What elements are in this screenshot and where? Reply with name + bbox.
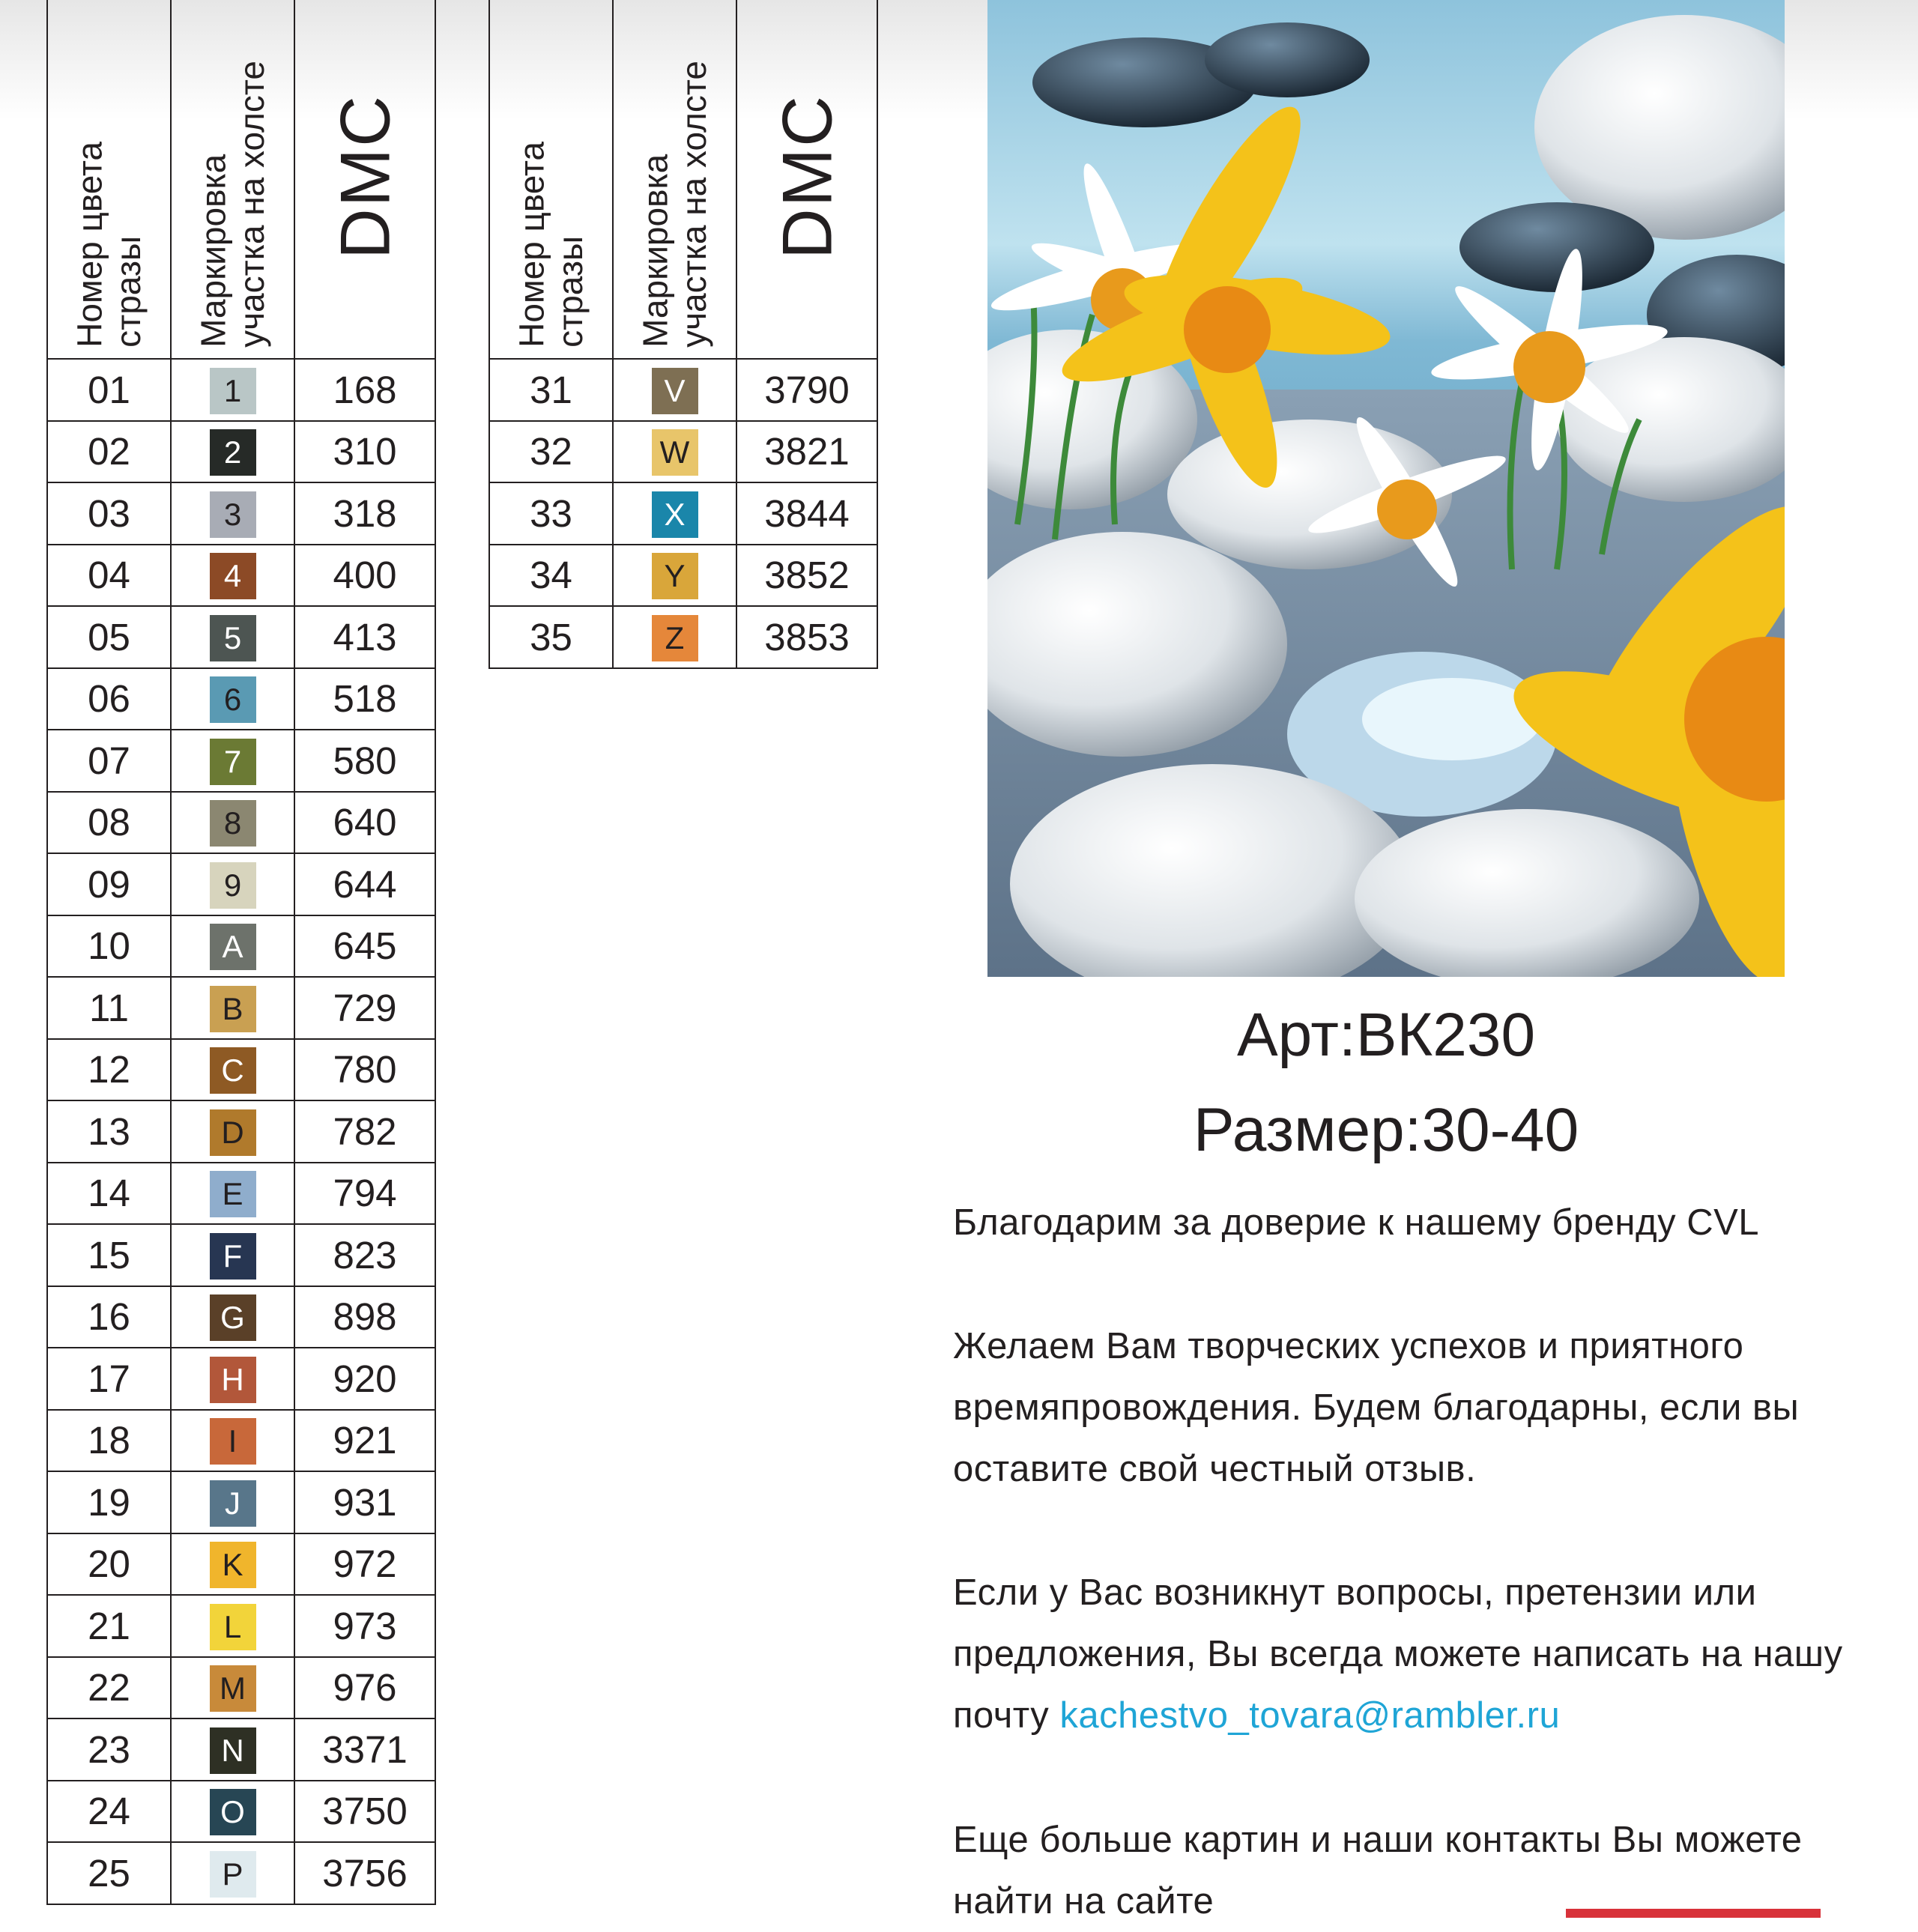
cell-color-number	[47, 1781, 171, 1843]
thanks-text: Благодарим за доверие к нашему бренду CVL	[953, 1202, 1760, 1243]
dmc-code: 921	[333, 1419, 397, 1462]
header-dmc: DMC	[294, 0, 435, 359]
table-row	[47, 1100, 435, 1163]
color-swatch: E	[210, 1171, 256, 1217]
color-number: 13	[88, 1109, 130, 1153]
cell-dmc	[294, 1163, 435, 1225]
cell-color-number	[47, 606, 171, 668]
color-number: 04	[88, 554, 130, 597]
cell-dmc	[736, 545, 877, 607]
table-row	[47, 421, 435, 483]
table-row	[47, 482, 435, 545]
cell-dmc	[294, 1410, 435, 1472]
cell-color-number	[489, 545, 613, 607]
color-swatch: Y	[652, 553, 698, 599]
table-row	[47, 1781, 435, 1843]
color-legend-table-right	[488, 0, 878, 669]
cell-color-number	[47, 668, 171, 730]
cell-dmc	[736, 359, 877, 421]
cell-dmc	[294, 1842, 435, 1904]
dmc-code: 413	[333, 615, 397, 658]
table-row	[489, 482, 877, 545]
table-row	[489, 545, 877, 607]
color-swatch: V	[652, 368, 698, 414]
cell-canvas-marking	[171, 977, 294, 1039]
cell-canvas-marking	[171, 359, 294, 421]
color-swatch: X	[652, 491, 698, 538]
cell-dmc	[294, 359, 435, 421]
dmc-code: 310	[333, 430, 397, 473]
table-row	[47, 1595, 435, 1657]
color-swatch: 8	[210, 800, 256, 847]
table-row	[47, 1718, 435, 1781]
color-number: 19	[88, 1480, 130, 1524]
table-row	[47, 853, 435, 915]
cell-color-number	[47, 545, 171, 607]
cell-dmc	[294, 977, 435, 1039]
product-image-daisies-on-pebbles	[987, 0, 1785, 977]
dmc-code: 640	[333, 801, 397, 844]
dmc-code: 580	[333, 739, 397, 782]
table-row	[47, 1224, 435, 1286]
cell-canvas-marking	[171, 1348, 294, 1410]
cell-canvas-marking	[171, 1657, 294, 1719]
article-number: Арт:ВК230	[1236, 1001, 1536, 1069]
cell-color-number	[47, 1595, 171, 1657]
color-swatch: 3	[210, 491, 256, 538]
color-number: 21	[88, 1604, 130, 1647]
dmc-code: 3844	[764, 491, 850, 535]
cell-color-number	[489, 606, 613, 668]
cell-color-number	[47, 1224, 171, 1286]
cell-color-number	[489, 482, 613, 545]
color-number: 12	[88, 1048, 130, 1091]
header-dmc: DMC	[736, 0, 877, 359]
table-header-row	[489, 0, 877, 359]
color-number: 35	[530, 615, 572, 658]
color-number: 06	[88, 677, 130, 721]
table-row	[47, 1533, 435, 1596]
table-row	[489, 359, 877, 421]
color-swatch: C	[210, 1047, 256, 1094]
cell-canvas-marking	[171, 1842, 294, 1904]
color-swatch: N	[210, 1727, 256, 1774]
dmc-code: 168	[333, 368, 397, 411]
table-row	[47, 1348, 435, 1410]
cell-color-number	[47, 1100, 171, 1163]
website-text: Еще больше картин и наши контакты Вы можете найти на сайте	[953, 1820, 1803, 1922]
dmc-code: 898	[333, 1295, 397, 1339]
cell-color-number	[47, 792, 171, 854]
dmc-code: 645	[333, 924, 397, 968]
website-logo-fragment	[1566, 1909, 1821, 1918]
color-number: 33	[530, 491, 572, 535]
dmc-code: 729	[333, 986, 397, 1029]
dmc-code: 794	[333, 1172, 397, 1215]
color-number: 24	[88, 1790, 130, 1833]
cell-canvas-marking	[171, 1286, 294, 1348]
color-swatch: 2	[210, 429, 256, 476]
color-number: 23	[88, 1727, 130, 1771]
color-number: 18	[88, 1419, 130, 1462]
dmc-code: 3750	[322, 1790, 408, 1833]
color-swatch: L	[210, 1604, 256, 1650]
table-row	[47, 1410, 435, 1472]
color-swatch: O	[210, 1789, 256, 1835]
color-swatch: D	[210, 1109, 256, 1156]
cell-dmc	[736, 421, 877, 483]
color-number: 15	[88, 1233, 130, 1277]
cell-dmc	[294, 482, 435, 545]
header-canvas-marking: Маркировка участка на холсте	[171, 0, 294, 359]
color-swatch: 1	[210, 368, 256, 414]
cell-canvas-marking	[613, 545, 736, 607]
cell-dmc	[294, 606, 435, 668]
dmc-code: 3853	[764, 615, 850, 658]
table-header-row	[47, 0, 435, 359]
header-color-number: Номер цвета стразы	[489, 0, 613, 359]
dmc-code: 3821	[764, 430, 850, 473]
cell-canvas-marking	[171, 1718, 294, 1781]
color-swatch: Z	[652, 615, 698, 661]
color-swatch: W	[652, 429, 698, 476]
dmc-code: 823	[333, 1233, 397, 1277]
color-number: 08	[88, 801, 130, 844]
cell-dmc	[294, 668, 435, 730]
color-swatch: M	[210, 1665, 256, 1712]
cell-dmc	[294, 1286, 435, 1348]
cell-canvas-marking	[171, 1781, 294, 1843]
color-swatch: P	[210, 1851, 256, 1898]
color-swatch: F	[210, 1233, 256, 1280]
color-number: 02	[88, 430, 130, 473]
cell-dmc	[294, 1533, 435, 1596]
table-row	[47, 1286, 435, 1348]
cell-canvas-marking	[171, 915, 294, 978]
table-row	[489, 421, 877, 483]
dmc-code: 920	[333, 1357, 397, 1400]
dmc-code: 972	[333, 1542, 397, 1586]
cell-color-number	[47, 915, 171, 978]
cell-dmc	[294, 792, 435, 854]
cell-canvas-marking	[613, 421, 736, 483]
cell-canvas-marking	[613, 482, 736, 545]
cell-dmc	[294, 1471, 435, 1533]
cell-canvas-marking	[171, 1100, 294, 1163]
color-legend-table-left	[46, 0, 436, 1905]
cell-dmc	[294, 1781, 435, 1843]
cell-dmc	[294, 1595, 435, 1657]
cell-dmc	[294, 1718, 435, 1781]
cell-color-number	[47, 1410, 171, 1472]
color-number: 05	[88, 615, 130, 658]
cell-dmc	[294, 1224, 435, 1286]
color-swatch: 7	[210, 739, 256, 785]
dmc-code: 400	[333, 554, 397, 597]
dmc-code: 931	[333, 1480, 397, 1524]
dmc-code: 3371	[322, 1727, 408, 1771]
dmc-code: 3852	[764, 554, 850, 597]
cell-canvas-marking	[171, 1533, 294, 1596]
cell-canvas-marking	[171, 668, 294, 730]
color-number: 11	[89, 986, 129, 1029]
support-email-link[interactable]: kachestvo_tovara@rambler.ru	[1059, 1695, 1561, 1736]
cell-dmc	[294, 730, 435, 792]
color-number: 07	[88, 739, 130, 782]
dmc-code: 780	[333, 1048, 397, 1091]
dmc-code: 973	[333, 1604, 397, 1647]
cell-canvas-marking	[171, 1039, 294, 1101]
table-row	[47, 1471, 435, 1533]
cell-dmc	[736, 482, 877, 545]
cell-canvas-marking	[171, 1224, 294, 1286]
dmc-code: 3756	[322, 1851, 408, 1895]
color-number: 03	[88, 491, 130, 535]
cell-color-number	[47, 1348, 171, 1410]
cell-color-number	[489, 359, 613, 421]
cell-dmc	[294, 915, 435, 978]
cell-canvas-marking	[613, 606, 736, 668]
table-row	[47, 606, 435, 668]
color-number: 16	[88, 1295, 130, 1339]
table-row	[47, 977, 435, 1039]
cell-canvas-marking	[171, 1471, 294, 1533]
canvas-size: Размер:30-40	[1193, 1096, 1579, 1164]
color-number: 09	[88, 862, 130, 906]
cell-color-number	[47, 359, 171, 421]
cell-canvas-marking	[171, 1163, 294, 1225]
cell-dmc	[294, 545, 435, 607]
table-row	[489, 606, 877, 668]
dmc-code: 782	[333, 1109, 397, 1153]
color-swatch: J	[210, 1480, 256, 1527]
table-row	[47, 1039, 435, 1101]
color-number: 32	[530, 430, 572, 473]
color-swatch: K	[210, 1542, 256, 1588]
wishes-text: Желаем Вам творческих успехов и приятного времяпровождения. Будем благодарны, если вы оставите свой честный отзыв.	[953, 1326, 1800, 1489]
cell-dmc	[294, 1039, 435, 1101]
cell-color-number	[47, 1718, 171, 1781]
table-row	[47, 1842, 435, 1904]
color-swatch: 5	[210, 615, 256, 661]
color-number: 25	[88, 1851, 130, 1895]
cell-dmc	[294, 421, 435, 483]
dmc-code: 976	[333, 1666, 397, 1710]
color-swatch: H	[210, 1357, 256, 1403]
cell-dmc	[736, 606, 877, 668]
color-swatch: G	[210, 1294, 256, 1341]
contact-text	[953, 1562, 1875, 1746]
table-row	[47, 1163, 435, 1225]
cell-canvas-marking	[171, 853, 294, 915]
cell-color-number	[47, 977, 171, 1039]
cell-color-number	[47, 853, 171, 915]
table-row	[47, 730, 435, 792]
cell-canvas-marking	[171, 482, 294, 545]
dmc-code: 644	[333, 862, 397, 906]
cell-color-number	[47, 1657, 171, 1719]
color-number: 01	[88, 368, 130, 411]
cell-color-number	[47, 1286, 171, 1348]
cell-canvas-marking	[171, 1410, 294, 1472]
cell-color-number	[47, 1163, 171, 1225]
color-number: 14	[88, 1172, 130, 1215]
color-swatch: B	[210, 986, 256, 1032]
color-swatch: 6	[210, 676, 256, 723]
table-row	[47, 668, 435, 730]
cell-canvas-marking	[171, 545, 294, 607]
color-number: 17	[88, 1357, 130, 1400]
color-swatch: I	[210, 1418, 256, 1465]
cell-dmc	[294, 1348, 435, 1410]
table-row	[47, 1657, 435, 1719]
cell-color-number	[47, 1842, 171, 1904]
cell-color-number	[47, 730, 171, 792]
table-row	[47, 545, 435, 607]
color-number: 22	[88, 1666, 130, 1710]
cell-dmc	[294, 1657, 435, 1719]
table-row	[47, 915, 435, 978]
cell-color-number	[47, 1533, 171, 1596]
cell-canvas-marking	[171, 730, 294, 792]
dmc-code: 518	[333, 677, 397, 721]
color-number: 10	[88, 924, 130, 968]
table-row	[47, 792, 435, 854]
dmc-code: 318	[333, 491, 397, 535]
cell-canvas-marking	[613, 359, 736, 421]
cell-color-number	[489, 421, 613, 483]
cell-color-number	[47, 421, 171, 483]
cell-canvas-marking	[171, 1595, 294, 1657]
color-swatch: A	[210, 924, 256, 970]
color-number: 34	[530, 554, 572, 597]
cell-dmc	[294, 853, 435, 915]
cell-canvas-marking	[171, 792, 294, 854]
cell-dmc	[294, 1100, 435, 1163]
color-swatch: 4	[210, 553, 256, 599]
header-color-number: Номер цвета стразы	[47, 0, 171, 359]
color-swatch: 9	[210, 862, 256, 909]
contact-text-body: Если у Вас возникнут вопросы, претензии или предложения, Вы всегда можете написать на нашу почту	[953, 1572, 1843, 1736]
cell-canvas-marking	[171, 421, 294, 483]
cell-color-number	[47, 1039, 171, 1101]
color-number: 20	[88, 1542, 130, 1586]
color-number: 31	[530, 368, 572, 411]
cell-color-number	[47, 482, 171, 545]
header-canvas-marking: Маркировка участка на холсте	[613, 0, 736, 359]
table-row	[47, 359, 435, 421]
cell-color-number	[47, 1471, 171, 1533]
dmc-code: 3790	[764, 368, 850, 411]
cell-canvas-marking	[171, 606, 294, 668]
